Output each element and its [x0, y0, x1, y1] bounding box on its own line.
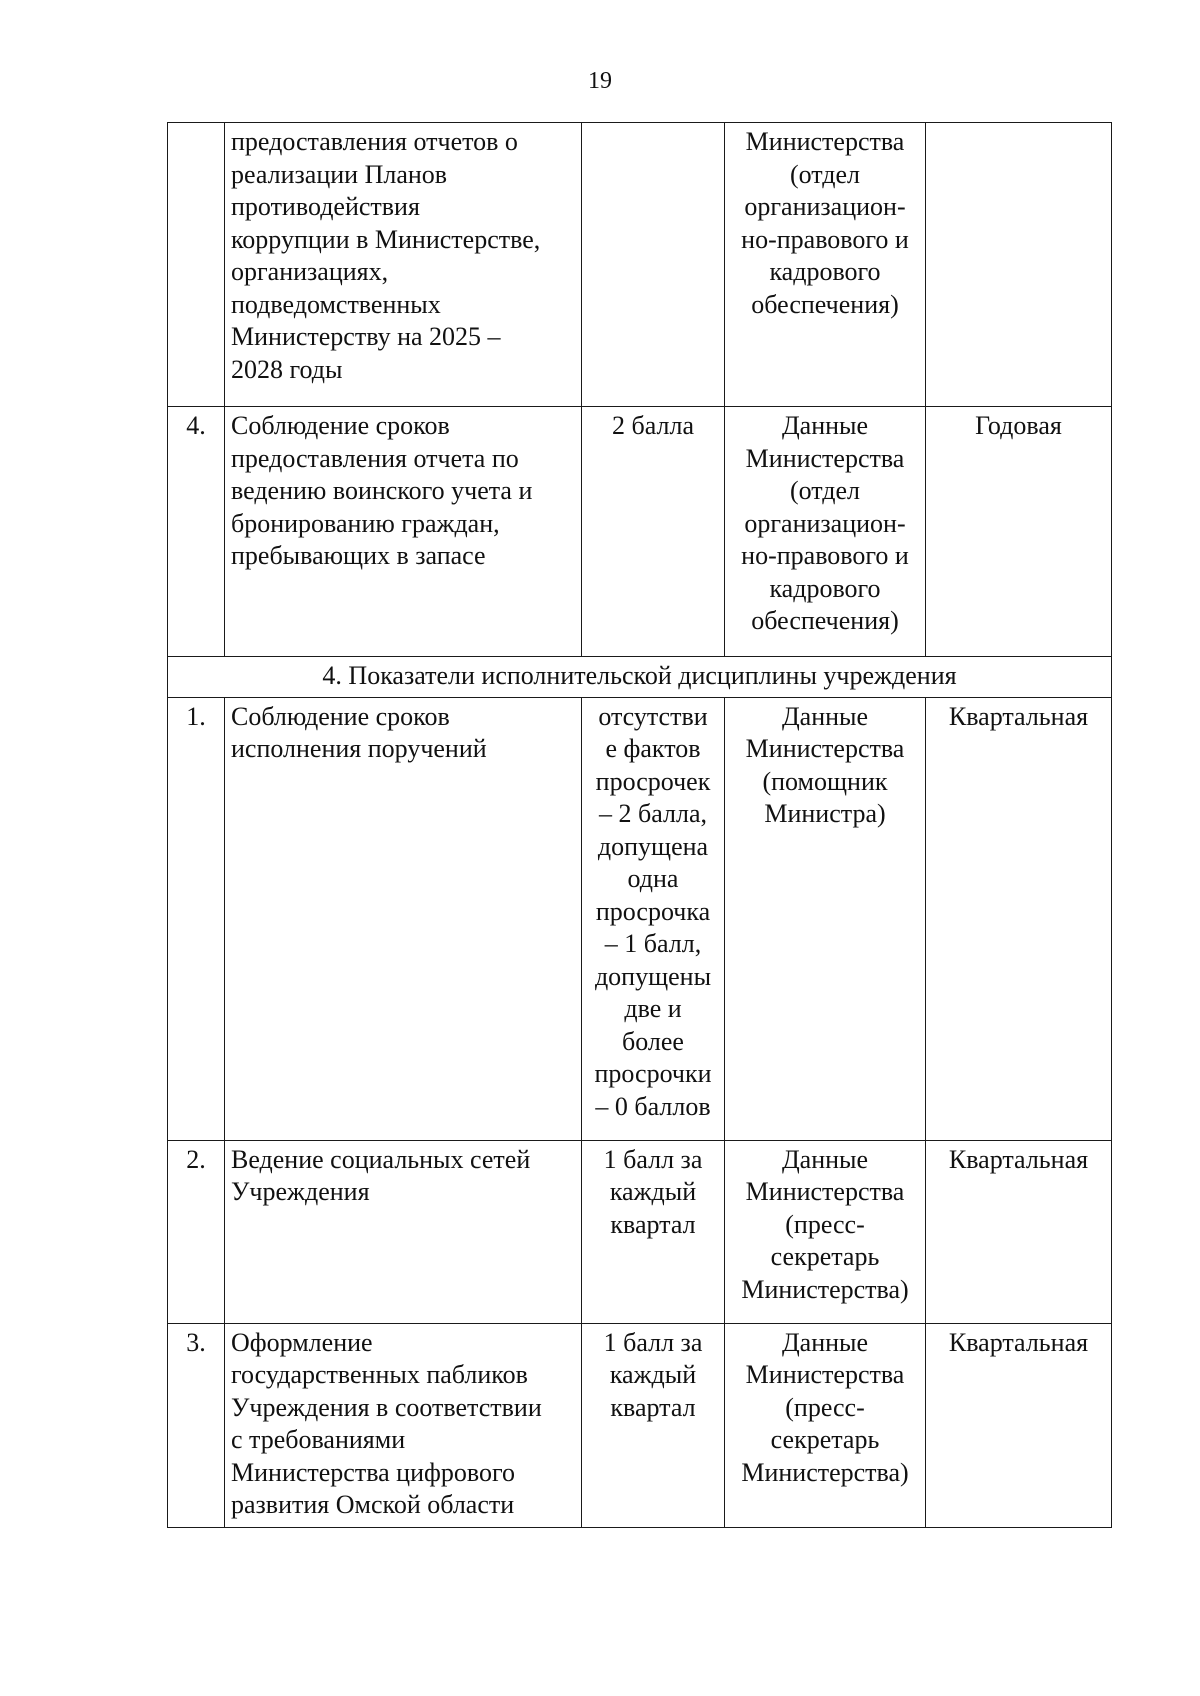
score-cell [582, 407, 725, 657]
row-number: 1. [168, 697, 225, 1140]
score-cell [582, 1140, 725, 1323]
data-source: Данные Министерства (пресс- секретарь Министерства) [741, 1144, 909, 1304]
row-number: 2. [168, 1140, 225, 1323]
score-value: 1 балл за каждый квартал [603, 1144, 703, 1239]
indicator-name-cell [225, 697, 582, 1140]
periodicity-cell [926, 123, 1112, 407]
data-source-cell [725, 123, 926, 407]
row-number: 4. [168, 407, 225, 657]
data-source: Данные Министерства (помощник Министра) [745, 701, 905, 828]
data-source: Данные Министерства (отдел организацион- но-правового и кадрового обеспечения) [741, 411, 909, 635]
periodicity: Квартальная [948, 1144, 1089, 1174]
row-number-cell [168, 123, 225, 407]
page-number: 19 [588, 68, 612, 94]
data-source-cell [725, 407, 926, 657]
indicator-name-cell [225, 1140, 582, 1323]
indicator-name: Соблюдение сроков предоставления отчета по ведению воинского учета и бронированию граждан, пребывающих в запасе [231, 411, 533, 570]
indicator-name: предоставления отчетов о реализации Планов противодействия коррупции в Министерстве, организациях, подведомственных Министерству на 2025 – 2028 годы [231, 127, 541, 384]
row-number: 3. [168, 1323, 225, 1527]
data-source: Министерства (отдел организацион- но-правового и кадрового обеспечения) [741, 127, 909, 319]
section-header-row [168, 657, 1112, 698]
indicators-table [167, 122, 1112, 1528]
score-cell [582, 1323, 725, 1527]
data-source: Данные Министерства (пресс- секретарь Министерства) [741, 1327, 909, 1487]
score-cell [582, 123, 725, 407]
score-cell [582, 697, 725, 1140]
indicator-name: Соблюдение сроков исполнения поручений [231, 701, 487, 763]
periodicity-cell [926, 1140, 1112, 1323]
periodicity-cell [926, 407, 1112, 657]
periodicity-cell [926, 1323, 1112, 1527]
indicator-name-cell [225, 1323, 582, 1527]
data-source-cell [725, 697, 926, 1140]
score-value: 1 балл за каждый квартал [603, 1327, 703, 1422]
periodicity: Квартальная [948, 1327, 1089, 1357]
periodicity: Квартальная [948, 701, 1089, 731]
score-value: 2 балла [612, 411, 694, 440]
periodicity: Годовая [975, 411, 1062, 440]
section-title: 4. Показатели исполнительской дисциплины учреждения [168, 657, 1112, 698]
score-value: отсутстви е фактов просрочек – 2 балла, допущена одна просрочка – 1 балл, допущены две и более просрочки – 0 баллов [594, 701, 712, 1121]
indicator-name: Оформление государственных пабликов Учреждения в соответствии с требованиями Министерства цифрового развития Омской области [231, 1327, 542, 1519]
indicator-name: Ведение социальных сетей Учреждения [231, 1144, 531, 1206]
table-row [168, 697, 1112, 1140]
indicator-name-cell [225, 123, 582, 407]
table-row [168, 407, 1112, 657]
table-row-continued [168, 123, 1112, 407]
indicator-name-cell [225, 407, 582, 657]
data-source-cell [725, 1140, 926, 1323]
table-row [168, 1323, 1112, 1527]
table-row [168, 1140, 1112, 1323]
data-source-cell [725, 1323, 926, 1527]
periodicity-cell [926, 697, 1112, 1140]
